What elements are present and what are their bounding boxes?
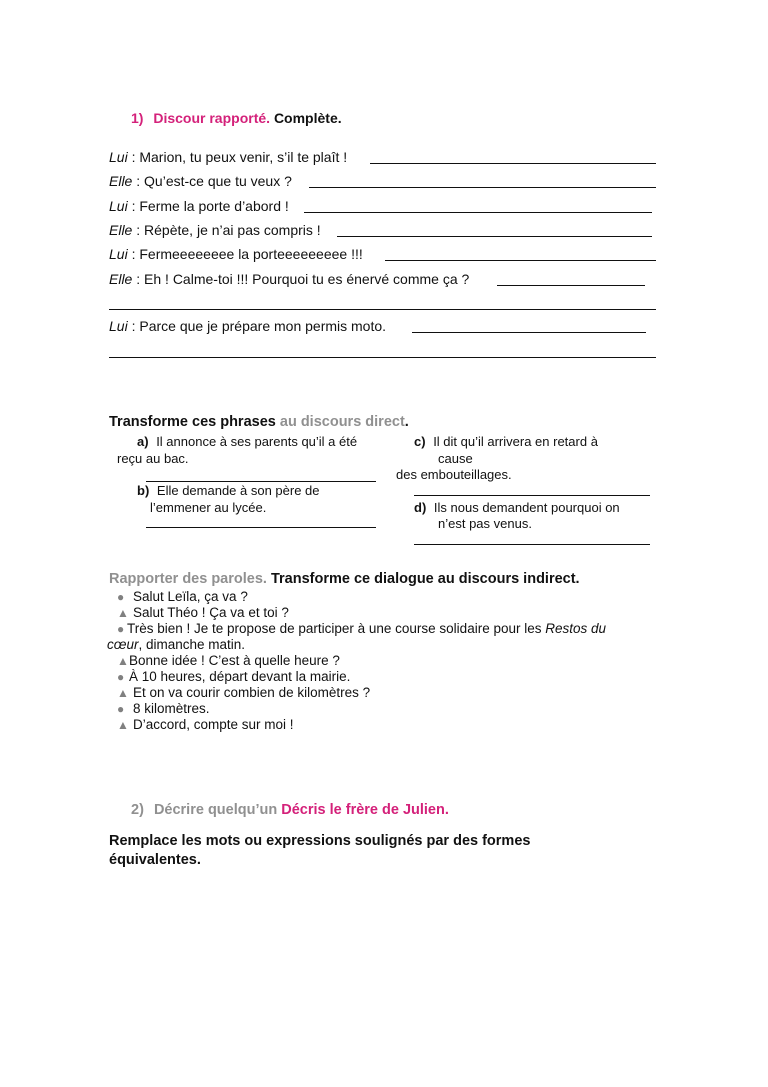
section1-number: 1) xyxy=(131,110,144,126)
circle-bullet-icon: ● xyxy=(117,702,125,716)
item-c-blank[interactable] xyxy=(414,495,650,496)
item-d-line1: d) Ils nous demandent pourquoi on xyxy=(414,500,620,515)
direct-heading: Transforme ces phrases au discours direct. xyxy=(109,414,409,430)
section2-heading xyxy=(131,802,449,819)
item-d-line2: n’est pas venus. xyxy=(438,516,532,531)
section2-title: Décrire quelqu’un xyxy=(153,802,278,818)
triangle-bullet-icon: ▲ xyxy=(117,654,129,668)
speaker: Elle xyxy=(109,271,133,287)
line-text: Eh ! Calme-toi !!! Pourquoi tu es énervé comme ça ? xyxy=(144,271,470,287)
answer-blank-1[interactable] xyxy=(370,163,656,164)
triangle-bullet-icon: ▲ xyxy=(117,686,129,700)
answer-blank-2[interactable] xyxy=(309,187,656,188)
indirect-heading xyxy=(109,571,580,588)
dialogue-item: ▲ Salut Théo ! Ça va et toi ? xyxy=(117,605,289,620)
item-b-label: b) xyxy=(137,483,150,498)
item-b-line2: l’emmener au lycée. xyxy=(150,500,267,515)
dialogue-item: ● Très bien ! Je te propose de participer à une course solidaire pour les Restos du xyxy=(117,621,607,636)
item-a-line2: reçu au bac. xyxy=(117,451,189,466)
direct-title: Transforme ces phrases xyxy=(109,414,276,430)
item-a-line1: a) Il annonce à ses parents qu’il a été xyxy=(137,434,358,449)
dialogue-item: cœur, dimanche matin. xyxy=(107,637,246,652)
item-c-line3: des embouteillages. xyxy=(396,467,512,482)
indirect-title-highlight: Rapporter des paroles. xyxy=(109,571,267,587)
speaker: Lui xyxy=(109,318,128,334)
item-b-blank[interactable] xyxy=(146,527,376,528)
answer-blank-6b[interactable] xyxy=(109,309,656,310)
triangle-bullet-icon: ▲ xyxy=(117,606,129,620)
section2-number: 2) xyxy=(131,802,144,818)
line-text: Fermeeeeeeee la porteeeeeeeee !!! xyxy=(139,246,363,262)
dialogue-line-1: Lui : Marion, tu peux venir, s’il te plaît ! xyxy=(109,149,348,165)
section1-title: Discour rapporté. xyxy=(153,110,271,126)
dialogue-line-3: Lui : Ferme la porte d’abord ! xyxy=(109,198,289,214)
item-d-label: d) xyxy=(414,500,427,515)
direct-title-highlight: au discours direct xyxy=(279,414,405,430)
item-c-line2: cause xyxy=(438,451,473,466)
answer-blank-3[interactable] xyxy=(304,212,652,213)
speaker: Elle xyxy=(109,222,133,238)
speaker: Lui xyxy=(109,198,128,214)
section1-instruction: Complète. xyxy=(273,110,342,126)
speaker: Elle xyxy=(109,173,133,189)
line-text: Qu’est-ce que tu veux ? xyxy=(144,173,292,189)
line-text: Parce que je prépare mon permis moto. xyxy=(139,318,387,334)
indirect-title: Transforme ce dialogue au discours indirect. xyxy=(270,571,580,587)
dialogue-item: ● 8 kilomètres. xyxy=(117,701,210,716)
dialogue-line-5: Lui : Fermeeeeeeee la porteeeeeeeee !!! xyxy=(109,246,363,262)
section1-heading xyxy=(131,110,342,127)
circle-bullet-icon: ● xyxy=(117,622,125,636)
section2-instruction: Remplace les mots ou expressions soulignés par des formes équivalentes. xyxy=(109,833,531,868)
dialogue-item: ● À 10 heures, départ devant la mairie. xyxy=(117,669,351,684)
item-b-line1: b) Elle demande à son père de xyxy=(137,483,320,498)
triangle-bullet-icon: ▲ xyxy=(117,718,129,732)
line-text: Ferme la porte d’abord ! xyxy=(139,198,289,214)
line-text: Marion, tu peux venir, s’il te plaît ! xyxy=(139,149,348,165)
circle-bullet-icon: ● xyxy=(117,670,125,684)
speaker: Lui xyxy=(109,149,128,165)
answer-blank-7b[interactable] xyxy=(109,357,656,358)
item-d-blank[interactable] xyxy=(414,544,650,545)
item-c-label: c) xyxy=(414,434,426,449)
item-a-label: a) xyxy=(137,434,149,449)
dialogue-line-2: Elle : Qu’est-ce que tu veux ? xyxy=(109,173,292,189)
dialogue-line-7: Lui : Parce que je prépare mon permis moto. xyxy=(109,318,387,334)
dialogue-item: ● Salut Leïla, ça va ? xyxy=(117,589,248,604)
dialogue-line-4: Elle : Répète, je n’ai pas compris ! xyxy=(109,222,321,238)
section2-subtitle: Décris le frère de Julien. xyxy=(281,802,449,818)
item-c-line1: c) Il dit qu’il arrivera en retard à xyxy=(414,434,598,449)
line-text: Répète, je n’ai pas compris ! xyxy=(144,222,321,238)
answer-blank-4[interactable] xyxy=(337,236,652,237)
answer-blank-5[interactable] xyxy=(385,260,656,261)
speaker: Lui xyxy=(109,246,128,262)
circle-bullet-icon: ● xyxy=(117,590,125,604)
answer-blank-7[interactable] xyxy=(412,332,646,333)
dialogue-line-6: Elle : Eh ! Calme-toi !!! Pourquoi tu es énervé comme ça ? xyxy=(109,271,470,287)
dialogue-item: ▲ D’accord, compte sur moi ! xyxy=(117,717,294,732)
indirect-dialogue xyxy=(107,589,607,733)
dialogue-item: ▲Bonne idée ! C’est à quelle heure ? xyxy=(117,653,340,668)
answer-blank-6[interactable] xyxy=(497,285,645,286)
dialogue-item: ▲ Et on va courir combien de kilomètres ? xyxy=(117,685,371,700)
